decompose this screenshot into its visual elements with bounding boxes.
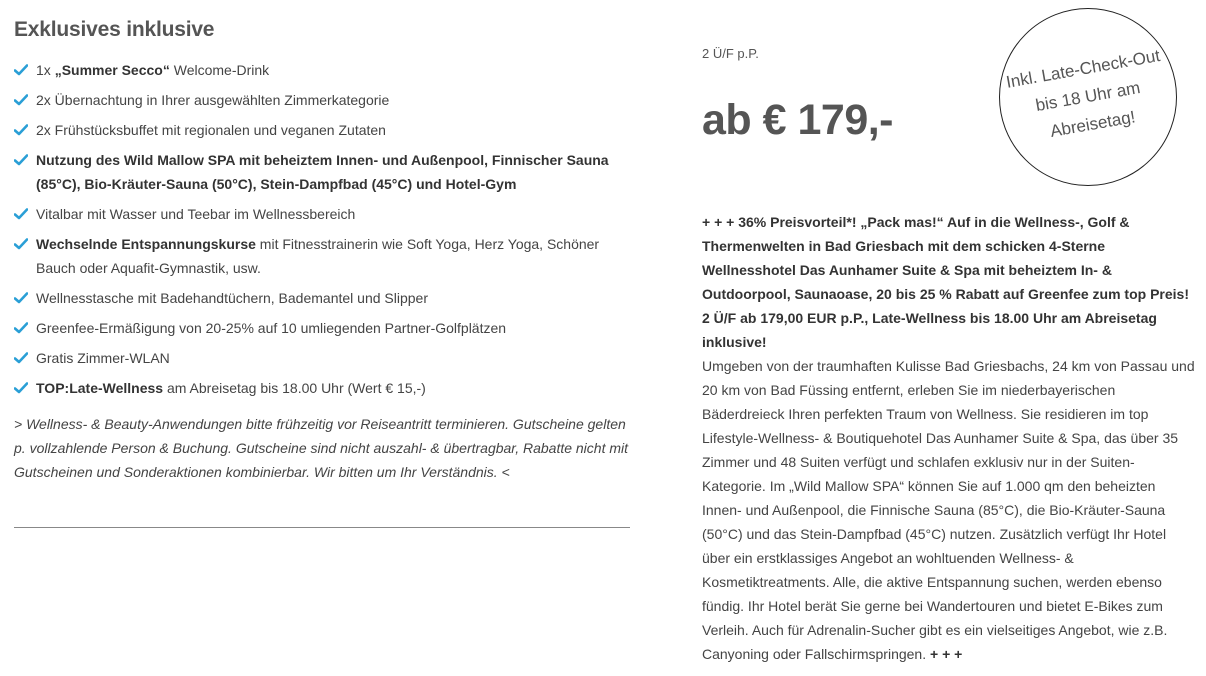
feature-highlight: Nutzung des Wild Mallow SPA mit beheiztem Innen- und Außenpool, Finnischer Sauna (85°C), Bio-Kräuter-Sauna (50°C), Stein-Dampfbad (45°C) und Hotel-Gym	[36, 152, 609, 192]
section-title: Exklusives inklusive	[14, 18, 215, 41]
feature-text: Gratis Zimmer-WLAN	[36, 350, 170, 366]
feature-text: Wellnesstasche mit Badehandtüchern, Bademantel und Slipper	[36, 290, 428, 306]
booking-note: > Wellness- & Beauty-Anwendungen bitte frühzeitig vor Reiseantritt terminieren. Gutscheine gelten p. vollzahlende Person & Buchung. Gutscheine sind nicht auszahl- & übertragbar, Rabatte nicht mit Gutscheinen und Sonderaktionen kombinierbar. Wir bitten um Ihr Verständnis. <	[14, 416, 629, 480]
list-item	[14, 376, 630, 400]
feature-text: Vitalbar mit Wasser und Teebar im Wellnessbereich	[36, 206, 356, 222]
description-text: Umgeben von der traumhaften Kulisse Bad Griesbachs, 24 km von Passau und 20 km von Bad Füssing entfernt, erleben Sie im niederbayerischen Bäderdreieck Ihren perfekten Traum von Wellness. Sie residieren im top Lifestyle-Wellness- & Boutiquehotel Das Aunhamer Suite & Spa, das über 35 Zimmer und 48 Suiten verfügt und schlafen exklusiv nur in der Suiten-Kategorie. Im „Wild Mallow SPA“ können Sie auf 1.000 qm den beheizten Innen- und Außenpool, die Finnische Sauna (85°C), die Bio-Kräuter-Sauna (50°C) und das Stein-Dampfbad (45°C) nutzen. Zusätzlich verfügt Ihr Hotel über ein erstklassiges Angebot an wohltuenden Wellness- & Kosmetiktreatments. Alle, die aktive Entspannung suchen, werden ebenso fündig. Ihr Hotel berät Sie gerne bei Wandertouren und bietet E-Bikes zum Verleih. Auch für Adrenalin-Sucher gibt es ein vielseitiges Angebot, wie z.B. Canyoning oder Fallschirmspringen.	[702, 358, 1195, 662]
list-item	[14, 346, 630, 370]
list-item	[14, 202, 630, 226]
list-item	[14, 148, 630, 196]
late-checkout-badge	[999, 8, 1177, 186]
feature-text: Greenfee-Ermäßigung von 20-25% auf 10 umliegenden Partner-Golfplätzen	[36, 320, 507, 336]
badge-text: Inkl. Late-Check-Out bis 18 Uhr am Abreisetag!	[1004, 46, 1162, 141]
divider	[14, 527, 630, 528]
check-icon	[14, 352, 28, 364]
feature-text: am Abreisetag bis 18.00 Uhr (Wert € 15,-)	[163, 380, 426, 396]
feature-highlight: TOP:Late-Wellness	[36, 380, 164, 396]
list-item	[14, 118, 630, 142]
list-item	[14, 58, 630, 82]
offer-description	[702, 354, 1196, 666]
nights-label: 2 Ü/F p.P.	[702, 46, 759, 61]
feature-text: 2x Übernachtung in Ihrer ausgewählten Zimmerkategorie	[36, 92, 390, 108]
check-icon	[14, 64, 28, 76]
feature-text: mit Fitnesstrainerin wie Soft Yoga, Herz Yoga, Schöner Bauch oder Aquafit-Gymnastik, usw.	[36, 236, 600, 276]
check-icon	[14, 292, 28, 304]
check-icon	[14, 208, 28, 220]
feature-highlight: „Summer Secco“	[54, 62, 170, 78]
feature-text: Welcome-Drink	[169, 62, 270, 78]
feature-text: 2x Frühstücksbuffet mit regionalen und veganen Zutaten	[36, 122, 386, 138]
list-item	[14, 88, 630, 112]
check-icon	[14, 124, 28, 136]
check-icon	[14, 238, 28, 250]
list-item	[14, 286, 630, 310]
check-icon	[14, 154, 28, 166]
inclusions-section	[14, 14, 630, 484]
list-item	[14, 316, 630, 340]
offer-teaser: + + + 36% Preisvorteil*! „Pack mas!“ Auf in die Wellness-, Golf & Thermenwelten in Bad Griesbach mit dem schicken 4-Sterne Wellnesshotel Das Aunhamer Suite & Spa mit beheiztem In- & Outdoorpool, Saunaoase, 20 bis 25 % Rabatt auf Greenfee zum top Preis! 2 Ü/F ab 179,00 EUR p.P., Late-Wellness bis 18.00 Uhr am Abreisetag inklusive!	[702, 214, 1189, 350]
feature-highlight: Wechselnde Entspannungskurse	[36, 236, 256, 252]
check-icon	[14, 94, 28, 106]
price: ab € 179,-	[702, 96, 893, 144]
check-icon	[14, 322, 28, 334]
description-end: + + +	[926, 646, 963, 662]
feature-text: 1x	[36, 62, 55, 78]
list-item	[14, 232, 630, 280]
check-icon	[14, 382, 28, 394]
feature-list	[14, 58, 630, 400]
